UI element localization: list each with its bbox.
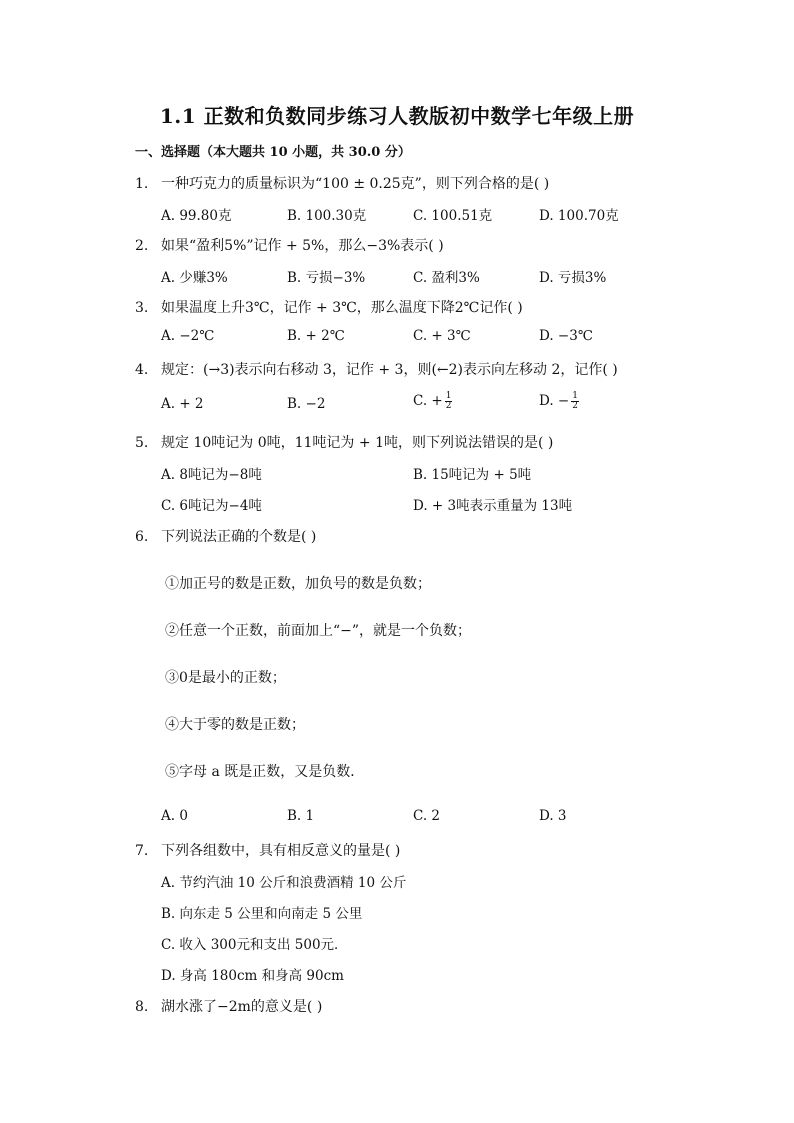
page-title: 1.1 正数和负数同步练习人教版初中数学七年级上册 (159, 104, 635, 128)
option-a: A. 8吨记为−8吨 (161, 467, 262, 483)
option-c: C. 100.51克 (413, 208, 493, 224)
option-a: A. 0 (161, 808, 188, 824)
question-text: 如果温度上升3℃，记作 + 3℃，那么温度下降2℃记作( ) (161, 300, 523, 316)
question-number: 5. (135, 435, 149, 451)
option-b: B. −2 (287, 396, 326, 412)
fraction-numerator: 1 (445, 391, 452, 401)
option-a: A. 少赚3% (161, 270, 228, 286)
statement-3: ③0是最小的正数； (165, 670, 286, 686)
question-number: 4. (135, 362, 149, 378)
option-c: C. + 3℃ (413, 328, 471, 344)
question-number: 2. (135, 238, 149, 254)
option-d (539, 392, 579, 411)
question-7 (135, 840, 400, 860)
question-1 (135, 173, 549, 193)
question-text: 如果“盈利5%”记作 + 5%，那么−3%表示( ) (161, 238, 444, 254)
option-c-label: C. + (413, 393, 443, 409)
question-text: 一种巧克力的质量标识为“100 ± 0.25克”，则下列合格的是( ) (161, 176, 550, 192)
statement-4: ④大于零的数是正数； (165, 717, 305, 733)
fraction (571, 392, 579, 411)
option-d: D. + 3吨表示重量为 13吨 (413, 498, 573, 514)
option-d: D. 亏损3% (539, 270, 607, 286)
option-d: D. 身高 180cm 和身高 90cm (161, 968, 344, 984)
option-a: A. + 2 (161, 396, 204, 412)
fraction-denominator: 2 (445, 401, 452, 411)
option-c: C. 2 (413, 808, 441, 824)
question-8 (135, 996, 322, 1016)
question-5 (135, 432, 553, 452)
question-text: 规定 10吨记为 0吨，11吨记为 + 1吨，则下列说法错误的是( ) (161, 435, 554, 451)
question-2 (135, 235, 444, 255)
option-b: B. 亏损−3% (287, 270, 366, 286)
question-number: 1. (135, 176, 149, 192)
option-c: C. 收入 300元和支出 500元． (161, 937, 348, 953)
option-d: D. 3 (539, 808, 567, 824)
question-4 (135, 359, 618, 379)
fraction-denominator: 2 (572, 401, 578, 411)
option-d-label: D. − (539, 393, 570, 409)
statement-5: ⑤字母 a 既是正数，又是负数． (165, 764, 365, 780)
question-text: 下列说法正确的个数是( ) (161, 529, 317, 545)
option-b: B. + 2℃ (287, 328, 345, 344)
option-b: B. 15吨记为 + 5吨 (413, 467, 532, 483)
option-c: C. 盈利3% (413, 270, 480, 286)
question-number: 8. (135, 999, 149, 1015)
statement-2: ②任意一个正数，前面加上“−”，就是一个负数； (165, 623, 472, 639)
option-d: D. 100.70克 (539, 208, 619, 224)
statement-1: ①加正号的数是正数，加负号的数是负数； (165, 576, 431, 592)
option-a: A. 99.80克 (161, 208, 232, 224)
section-heading: 一、选择题（本大题共 10 小题，共 30.0 分） (135, 145, 411, 160)
question-6 (135, 526, 316, 546)
fraction-numerator: 1 (572, 391, 578, 401)
option-a: A. −2℃ (161, 328, 215, 344)
option-b: B. 向东走 5 公里和向南走 5 公里 (161, 906, 363, 922)
option-a: A. 节约汽油 10 公斤和浪费酒精 10 公斤 (161, 875, 407, 891)
option-b: B. 100.30克 (287, 208, 367, 224)
option-d: D. −3℃ (539, 328, 593, 344)
option-c (413, 392, 452, 411)
question-text: 规定：(→3)表示向右移动 3，记作 + 3，则(←2)表示向左移动 2，记作( ) (161, 362, 618, 378)
question-number: 7. (135, 843, 149, 859)
question-number: 6. (135, 529, 149, 545)
question-text: 下列各组数中，具有相反意义的量是( ) (161, 843, 401, 859)
question-number: 3. (135, 300, 149, 316)
question-3 (135, 297, 523, 317)
option-c: C. 6吨记为−4吨 (161, 498, 262, 514)
question-text: 湖水涨了−2m的意义是( ) (161, 999, 323, 1015)
option-b: B. 1 (287, 808, 315, 824)
fraction (445, 392, 453, 411)
